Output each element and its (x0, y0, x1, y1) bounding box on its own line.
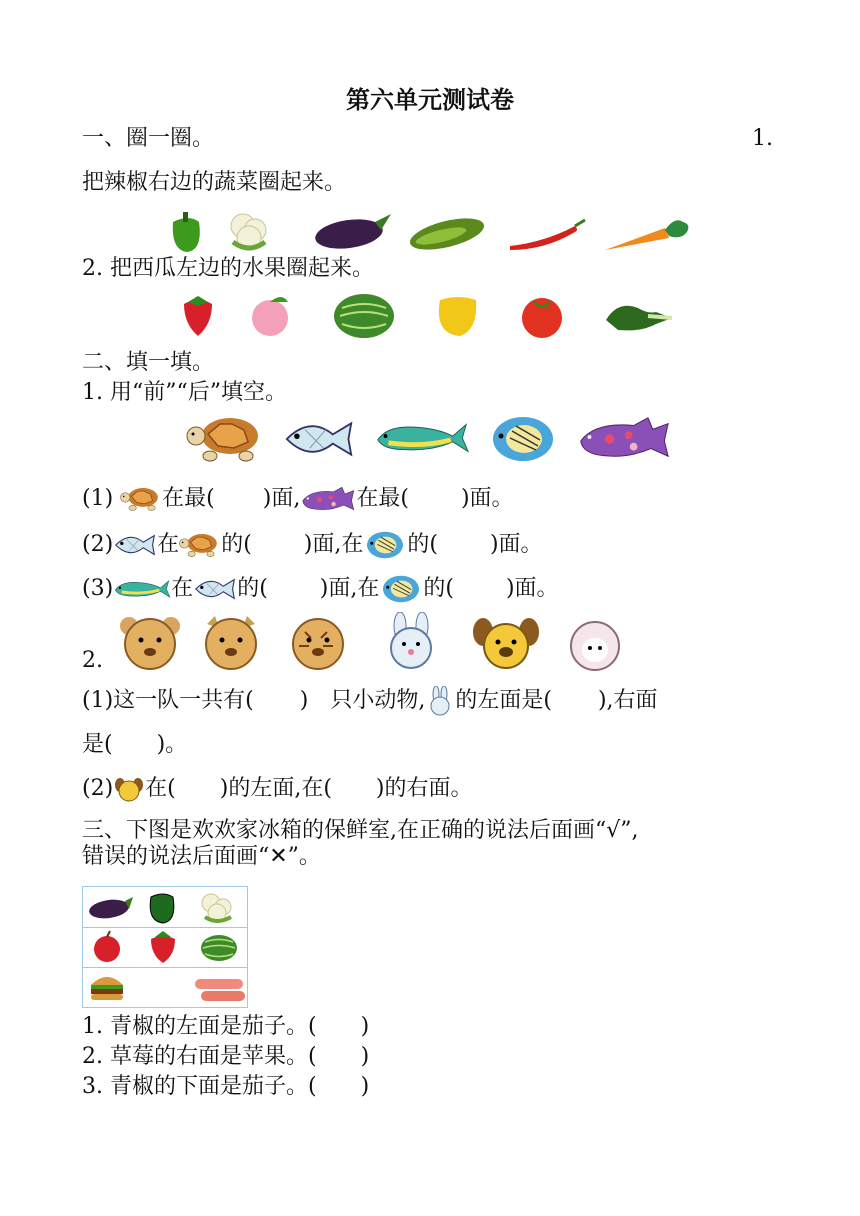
fridge-grid (82, 886, 248, 1008)
section1-heading: 一、圈一圈。 (82, 126, 215, 151)
fill-instruction: 1. 用“前”“后”填空。 (82, 380, 287, 405)
sea-animal-row (186, 412, 676, 467)
cauliflower-icon (231, 214, 266, 250)
watermelon-icon (201, 935, 237, 961)
cauliflower-icon (202, 894, 231, 922)
section3-heading-2: 错误的说法后面画“✕”。 (82, 844, 321, 869)
turtle-icon (120, 485, 162, 513)
statement-3: 3. 青椒的下面是茄子。( ) (82, 1074, 370, 1099)
dog-icon (473, 618, 539, 668)
animal-question-2: (2) 在( )的左面,在( )的右面。 (82, 776, 473, 801)
cucumber-icon (407, 212, 487, 256)
butterflyfish-icon (363, 530, 407, 560)
green-pepper-icon (150, 894, 174, 923)
peach-icon (252, 297, 288, 336)
dog-icon (113, 775, 145, 803)
animal-question-1-cont: 是( )。 (82, 732, 188, 757)
sheep-icon (571, 622, 619, 670)
bear-icon (120, 617, 180, 669)
pomfret-icon (287, 423, 351, 454)
mahi-mahi-icon (113, 577, 171, 601)
fill-line-1: (1) 在最( )面, 在最( )面。 (82, 486, 514, 511)
q2-number: 2. (82, 648, 103, 673)
bok-choy-icon (606, 306, 672, 331)
rabbit-icon (391, 612, 431, 668)
chili-icon (510, 220, 585, 250)
turtle-icon (187, 418, 258, 461)
section3-heading-1: 三、下图是欢欢家冰箱的保鲜室,在正确的说法后面画“√”, (82, 818, 639, 843)
pomfret-icon (113, 531, 157, 559)
apple-icon (94, 931, 120, 962)
tomato-icon (522, 298, 562, 338)
line1-label: (1) (82, 486, 114, 511)
strawberry-icon (184, 296, 212, 336)
butterflyfish-icon (379, 574, 423, 604)
watermelon-icon (334, 294, 394, 338)
fill-line-3: (3) 在 的( )面,在 的( )面。 (82, 574, 559, 604)
carrot-icon (605, 220, 688, 250)
tiger-icon (293, 619, 343, 669)
sausage-icon (195, 979, 245, 1001)
turtle-icon (179, 531, 221, 559)
hamburger-icon (91, 977, 123, 1000)
mahi-mahi-icon (378, 425, 468, 452)
section2-heading: 二、填一填。 (82, 350, 215, 375)
vegetable-row (165, 206, 695, 256)
strawberry-icon (151, 931, 175, 963)
yellow-pepper-icon (439, 297, 476, 336)
page-title: 第六单元测试卷 (346, 86, 514, 114)
q1-text: 把辣椒右边的蔬菜圈起来。 (82, 170, 347, 195)
green-pepper-icon (173, 212, 200, 252)
eggplant-icon (88, 897, 133, 921)
cow-icon (206, 616, 256, 669)
pomfret-icon (193, 575, 237, 603)
grouper-icon (581, 418, 668, 456)
butterflyfish-icon (493, 417, 553, 461)
fruit-row (178, 290, 678, 340)
fill-line-2: (2) 在 的( )面,在 的( )面。 (82, 530, 543, 560)
q1-number: 1. (752, 126, 773, 151)
eggplant-icon (313, 214, 391, 253)
statement-2: 2. 草莓的右面是苹果。( ) (82, 1044, 370, 1069)
q2-text: 2. 把西瓜左边的水果圈起来。 (82, 256, 374, 281)
grouper-icon (300, 485, 356, 513)
rabbit-icon (425, 686, 455, 716)
statement-1: 1. 青椒的左面是茄子。( ) (82, 1014, 370, 1039)
animal-question-1: (1)这一队一共有( ) 只小动物, 的左面是( ),右面 (82, 686, 658, 716)
animal-face-row (115, 612, 665, 672)
